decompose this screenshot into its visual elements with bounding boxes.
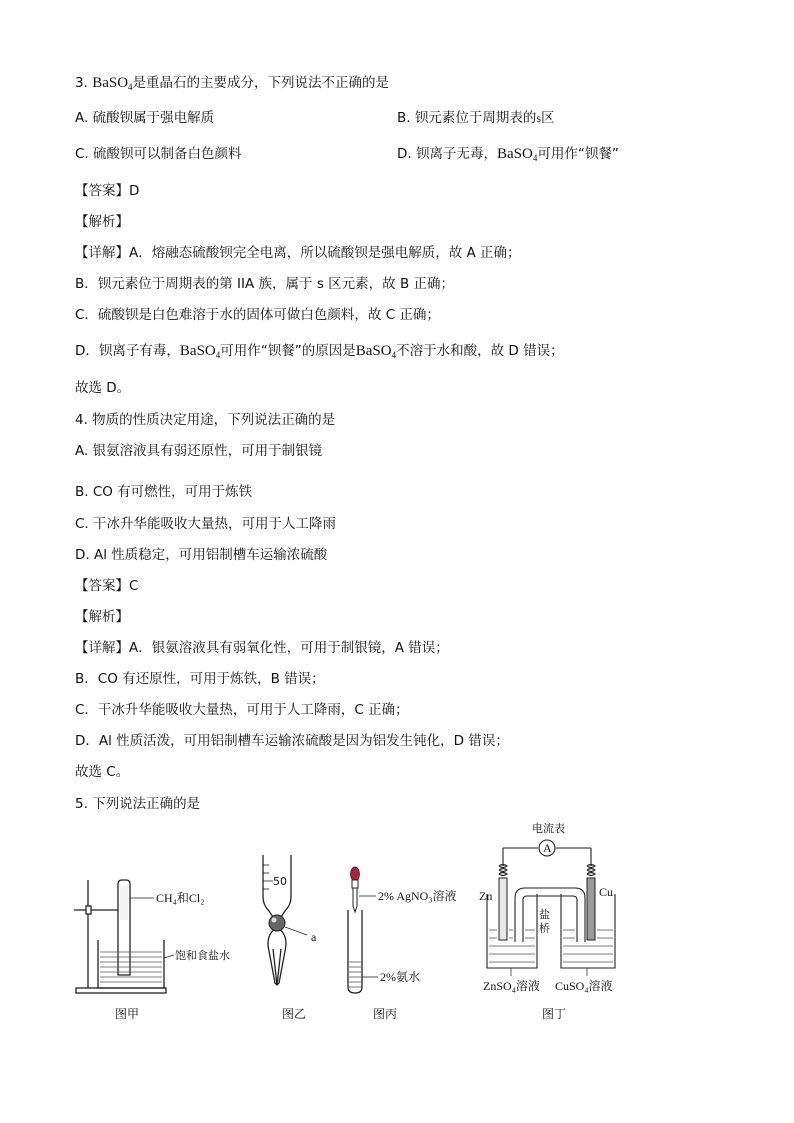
q4-option-d: D. Al 性质稳定，可用铝制槽车运输浓硫酸	[75, 547, 328, 563]
q3-detail-b: B．钡元素位于周期表的第 IIA 族，属于 s 区元素，故 B 正确；	[75, 276, 455, 292]
q3-detail-c: C．硫酸钡是白色难溶于水的固体可做白色颜料，故 C 正确；	[75, 307, 440, 323]
q5-stem: 5. 下列说法正确的是	[75, 796, 201, 812]
figure-ding-right-electrode: Cu	[599, 885, 614, 899]
q4-stem: 4. 物质的性质决定用途，下列说法正确的是	[75, 412, 336, 428]
q4-option-b: B. CO 有可燃性，可用于炼铁	[75, 484, 253, 500]
figure-yi-caption: 图乙	[282, 1007, 307, 1021]
q3-stem: 3. BaSO$_4$是重晶石的主要成分，下列说法不正确的是	[75, 75, 390, 92]
q3-option-d: D. 钡离子无毒，BaSO$_4$可用作“钡餐”	[397, 146, 619, 163]
figure-jia-solution-label: 饱和食盐水	[175, 949, 230, 962]
figure-bing-caption: 图丙	[373, 1007, 398, 1021]
figure-ding-meter-label: 电流表	[532, 822, 565, 835]
q3-formula: BaSO$_4$	[92, 75, 133, 92]
q4-detail-c: C．干冰升华能吸收大量热，可用于人工降雨，C 正确；	[75, 702, 409, 718]
figure-bing-diagram	[340, 862, 480, 997]
q3-analysis-heading: 【解析】	[75, 214, 129, 230]
figure-bing-top-label: 2% AgNO₃溶液	[378, 889, 457, 903]
figure-ding-meter-symbol: A	[543, 841, 552, 855]
q4-detail-d: D．Al 性质活泼，可用铝制槽车运输浓硫酸是因为铝发生钝化，D 错误；	[75, 733, 509, 749]
figure-ding-diagram	[475, 822, 635, 1002]
q4-analysis-heading: 【解析】	[75, 609, 129, 625]
figure-yi-pointer-label: a	[311, 930, 317, 944]
figure-jia-gas-label: CH₄和Cl₂	[156, 891, 205, 905]
figure-yi-scale-label: 50	[273, 875, 287, 888]
figure-ding-caption: 图丁	[542, 1007, 567, 1021]
q3-option-b: B. 钡元素位于周期表的s区	[397, 110, 555, 126]
figure-ding-left-electrode: Zn	[479, 889, 493, 903]
figure-yi-diagram	[255, 855, 335, 995]
figure-bing-bottom-label: 2%氨水	[380, 970, 420, 984]
figure-ding-bridge-label-1: 盐	[539, 908, 550, 921]
q3-detail-d: D．钡离子有毒，BaSO$_4$可用作“钡餐”的原因是BaSO$_4$不溶于水和酸，故 D 错误；	[75, 343, 564, 360]
figure-ding-right-solution: CuSO₄溶液	[555, 979, 613, 993]
q3-detail-a: 【详解】A．熔融态硫酸钡完全电离，所以硫酸钡是强电解质，故 A 正确；	[75, 245, 521, 261]
q4-detail-a: 【详解】A．银氨溶液具有弱氧化性，可用于制银镜，A 错误；	[75, 640, 449, 656]
figure-jia-diagram	[70, 870, 250, 1000]
q3-option-a: A. 硫酸钡属于强电解质	[75, 110, 215, 126]
q3-option-c: C. 硫酸钡可以制备白色颜料	[75, 146, 242, 162]
q4-detail-b: B．CO 有还原性，可用于炼铁，B 错误；	[75, 671, 325, 687]
q3-answer: 【答案】D	[75, 183, 140, 199]
figure-ding-left-solution: ZnSO₄溶液	[483, 979, 540, 993]
q4-option-a: A. 银氨溶液具有弱还原性，可用于制银镜	[75, 443, 323, 459]
figure-jia-caption: 图甲	[115, 1007, 140, 1021]
q4-option-c: C. 干冰升华能吸收大量热，可用于人工降雨	[75, 516, 337, 532]
q4-conclusion: 故选 C。	[75, 764, 130, 780]
q3-conclusion: 故选 D。	[75, 380, 131, 396]
figure-ding-bridge-label-2: 桥	[539, 922, 550, 935]
q4-answer: 【答案】C	[75, 578, 139, 594]
